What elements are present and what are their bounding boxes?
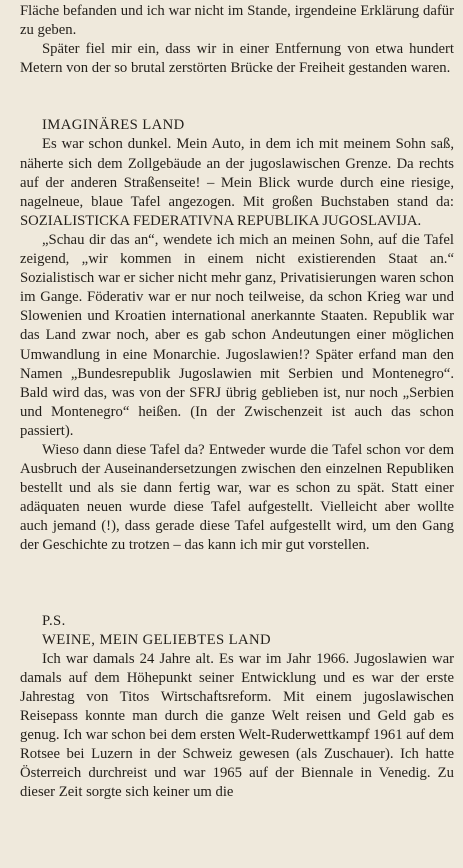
section1-paragraph-1: Es war schon dunkel. Mein Auto, in dem ich mit meinem Sohn saß, näherte sich dem Zollgebäude an der jugoslawischen Grenze. Da rechts auf der anderen Straßenseite! – Mein Blick wurde durch eine riesige, nagelneue, blaue Tafel angezogen. Mit großen Buchstaben stand da: SOZIALISTICKA FEDERATIVNA REPUBLIKA JUGOSLAVIJA. (20, 136, 454, 229)
section1-paragraph-2: „Schau dir das an“, wendete ich mich an meinen Sohn, auf die Tafel zeigend, „wir kommen in einem nicht existierenden Staat an.“ Sozialistisch war er sicher nicht mehr ganz, Privatisierungen waren schon im Gange. Föderativ war er nur noch teilweise, da schon Krieg war und Slowenien und Kroatien international anerkannte Staaten. Republik war das Land zwar noch, aber es gab schon Andeutungen einer möglichen Umwandlung in eine Monarchie. Jugoslawien!? Später erfand man den Namen „Bundesrepublik Jugoslawien mit Serbien und Montenegro“. Bald wird das, was von der SFRJ übrig geblieben ist, nur noch „Serbien und Montenegro“ heißen. (In der Zwischenzeit ist auch das schon passiert). (20, 231, 454, 439)
section-spacer (20, 78, 454, 116)
section1-paragraph-3: Wieso dann diese Tafel da? Entweder wurde die Tafel schon vor dem Ausbruch der Auseinandersetzungen zwischen den einzelnen Republiken bestellt und als sie dann fertig war, war es schon zu spät. Statt einer adäquaten neuen wurde diese Tafel aufgestellt. Vielleicht aber wollte auch jemand (!), dass gerade diese Tafel aufgestellt wird, um den Gang der Geschichte zu trotzen – das kann ich mir gut vorstellen. (20, 441, 454, 554)
section-title-imaginaeres-land: IMAGINÄRES LAND (42, 117, 185, 134)
section2-paragraph-1: Ich war damals 24 Jahre alt. Es war im Jahr 1966. Jugoslawien war damals auf dem Höhepunkt seiner Entwicklung und es war der erste Jahrestag von Titos Wirtschaftsreform. Mit einem jugoslawischen Reisepass konnte man durch die ganze Welt reisen und Geld gab es genug. Ich war schon bei dem ersten Welt-Ruderwettkampf 1961 auf dem Rotsee bei Luzern in der Schweiz gewesen (als Zuschauer). Ich hatte Österreich durchreist und war 1965 auf der Biennale in Venedig. Zu dieser Zeit sorgte sich keiner um die (20, 650, 454, 801)
ps-label: P.S. (42, 612, 66, 629)
intro-paragraph-1: Fläche befanden und ich war nicht im Stande, irgendeine Erklärung dafür zu geben. (20, 3, 454, 39)
section-title-weine-mein-geliebtes-land: WEINE, MEIN GELIEBTES LAND (42, 631, 272, 648)
section-spacer (20, 556, 454, 612)
intro-paragraph-2: Später fiel mir ein, dass wir in einer Entfernung von etwa hundert Metern von der so brutal zerstörten Brücke der Freiheit gestanden waren. (20, 41, 454, 77)
